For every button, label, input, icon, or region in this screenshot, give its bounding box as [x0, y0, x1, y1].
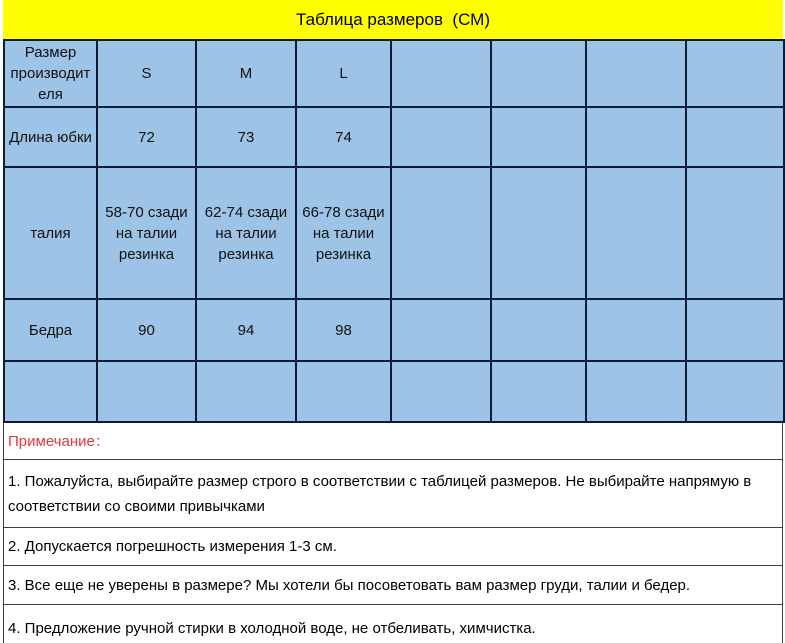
notes-label-row — [4, 423, 782, 460]
row-header-waist: талия — [4, 167, 97, 299]
length-cell — [586, 107, 686, 167]
length-cell: 72 — [97, 107, 196, 167]
row-header-hips: Бедра — [4, 299, 97, 361]
sheet-content — [3, 0, 783, 643]
size-cell — [391, 40, 491, 107]
waist-cell: 66-78 сзади на талии резинка — [296, 167, 391, 299]
note-text-1: 1. Пожалуйста, выбирайте размер строго в соответствии с таблицей размеров. Не выбирайте напрямую в соответствии со своими привычками — [8, 472, 752, 515]
note-row-2 — [4, 528, 782, 566]
title-bar — [3, 0, 783, 39]
length-cell — [491, 107, 586, 167]
empty-cell — [686, 361, 784, 422]
note-text-3: 3. Все еще не уверены в размере? Мы хотели бы посоветовать вам размер груди, талии и бедер. — [8, 576, 691, 594]
size-cell — [491, 40, 586, 107]
size-cell: M — [196, 40, 296, 107]
note-text-2: 2. Допускается погрешность измерения 1-3 см. — [8, 538, 337, 555]
page-title: Таблица размеров (СМ) — [296, 9, 490, 29]
notes-section — [3, 423, 783, 643]
length-cell — [686, 107, 784, 167]
table-row-empty — [4, 361, 784, 422]
row-header-length: Длина юбки — [4, 107, 97, 167]
row-header-size: Размер производителя — [4, 40, 97, 107]
waist-cell: 58-70 сзади на талии резинка — [97, 167, 196, 299]
hips-cell — [491, 299, 586, 361]
hips-cell — [586, 299, 686, 361]
size-cell: L — [296, 40, 391, 107]
waist-cell — [686, 167, 784, 299]
hips-cell: 94 — [196, 299, 296, 361]
length-cell: 73 — [196, 107, 296, 167]
empty-cell — [4, 361, 97, 422]
hips-cell: 90 — [97, 299, 196, 361]
waist-cell — [586, 167, 686, 299]
empty-cell — [97, 361, 196, 422]
size-cell: S — [97, 40, 196, 107]
note-row-3 — [4, 566, 782, 605]
empty-cell — [391, 361, 491, 422]
notes-label: Примечание： — [8, 432, 110, 450]
empty-cell — [296, 361, 391, 422]
table-row-waist — [4, 167, 784, 299]
table-row-length — [4, 107, 784, 167]
hips-cell — [686, 299, 784, 361]
note-row-1 — [4, 460, 782, 528]
table-row-size — [4, 40, 784, 107]
empty-cell — [491, 361, 586, 422]
waist-cell — [391, 167, 491, 299]
hips-cell — [391, 299, 491, 361]
empty-cell — [196, 361, 296, 422]
length-cell — [391, 107, 491, 167]
size-table — [3, 39, 785, 423]
waist-cell: 62-74 сзади на талии резинка — [196, 167, 296, 299]
waist-cell — [491, 167, 586, 299]
length-cell: 74 — [296, 107, 391, 167]
size-cell — [586, 40, 686, 107]
note-row-4 — [4, 605, 782, 643]
table-row-hips — [4, 299, 784, 361]
empty-cell — [586, 361, 686, 422]
size-cell — [686, 40, 784, 107]
hips-cell: 98 — [296, 299, 391, 361]
note-text-4: 4. Предложение ручной стирки в холодной воде, не отбеливать, химчистка. — [8, 619, 536, 637]
